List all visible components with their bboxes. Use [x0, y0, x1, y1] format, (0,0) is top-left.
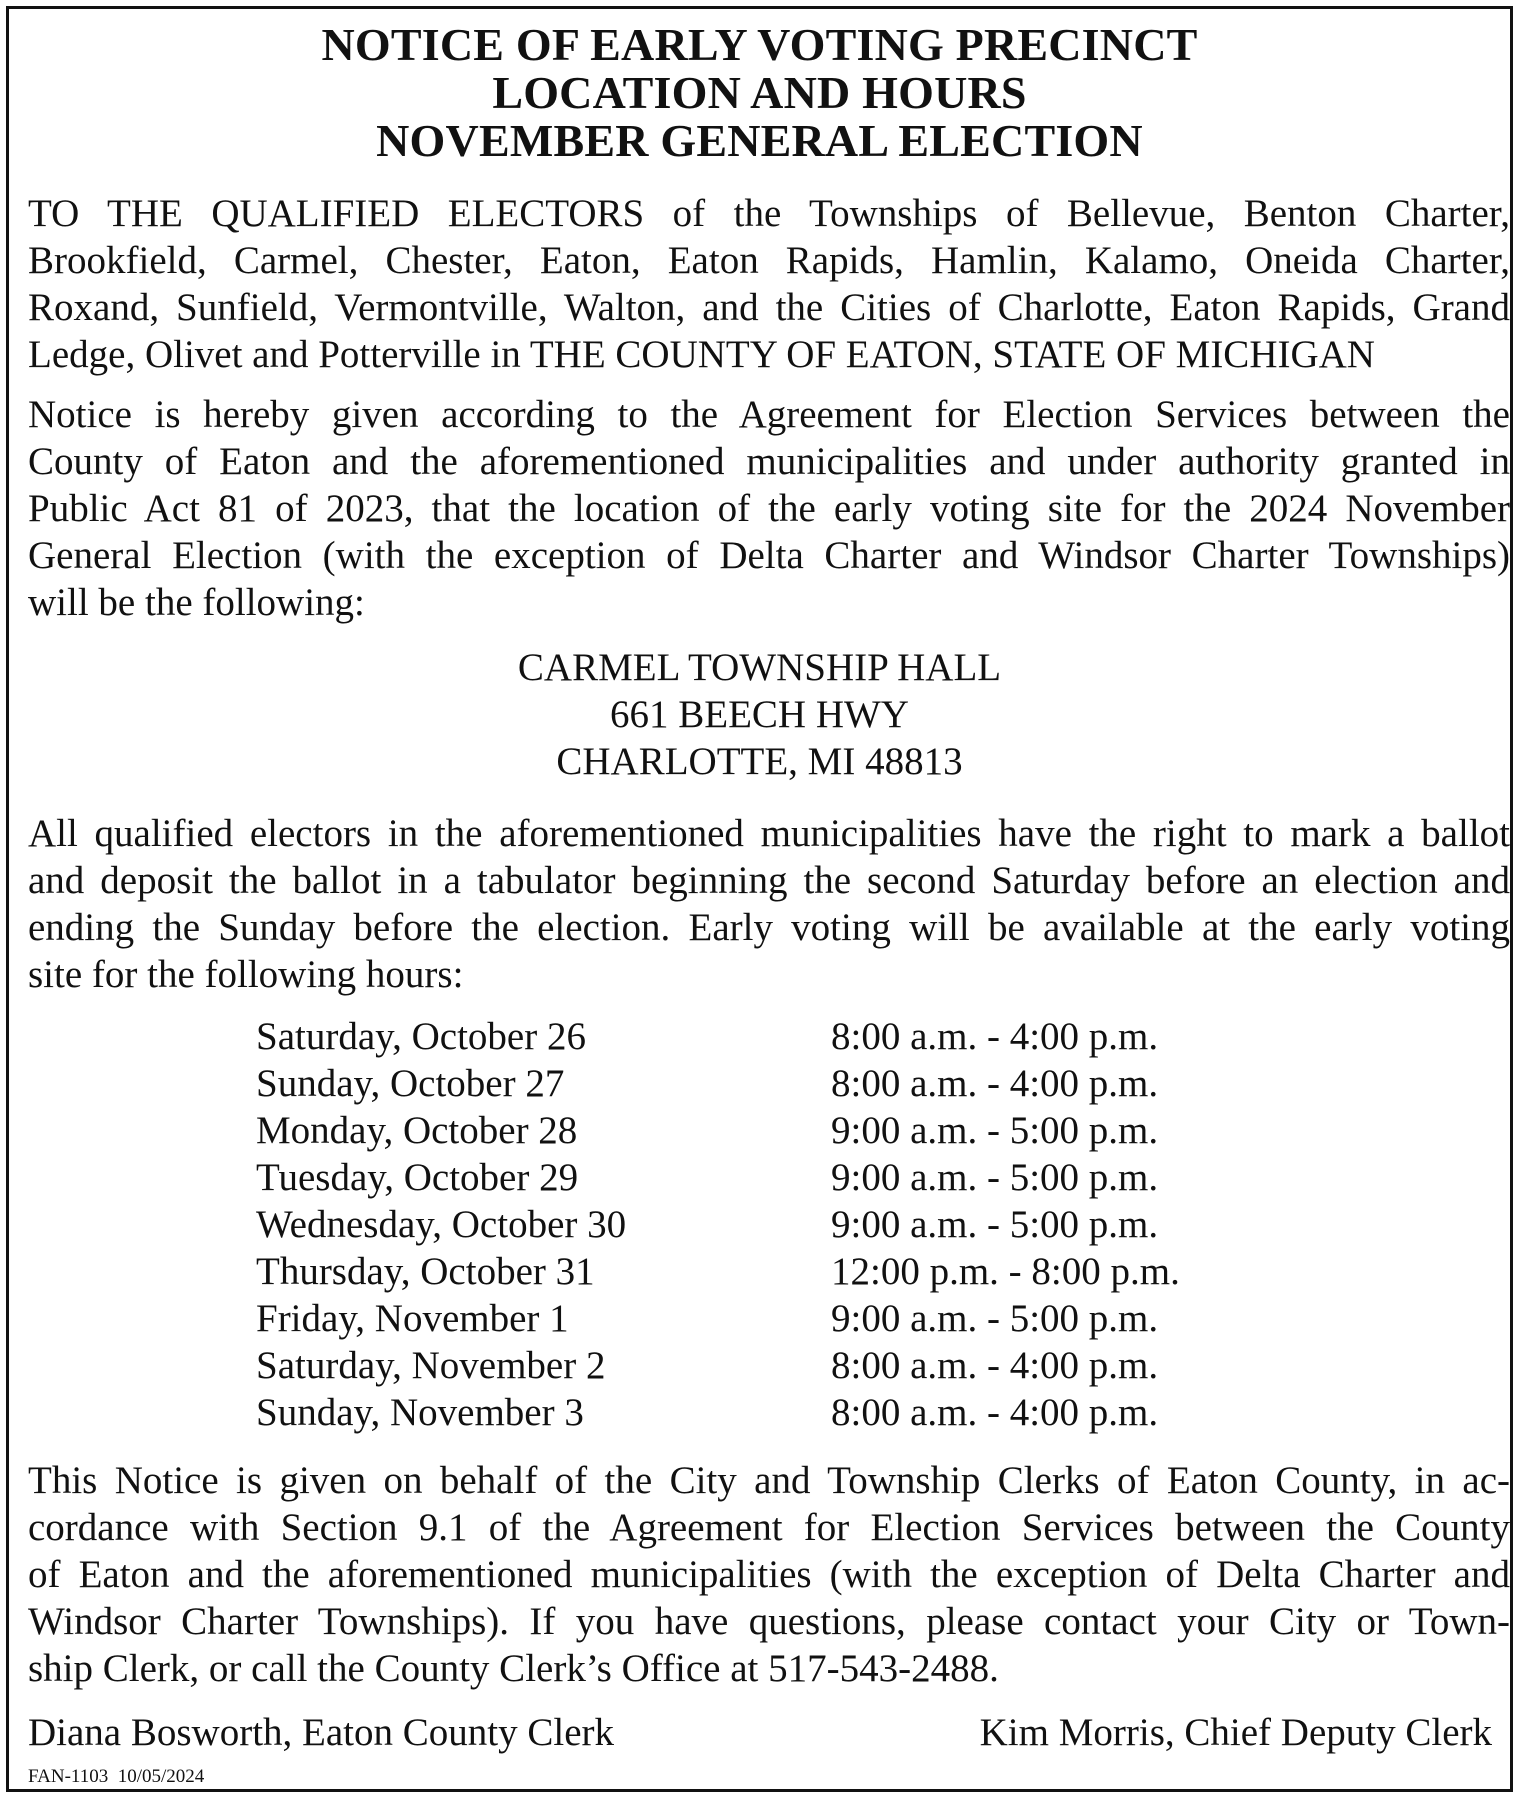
intro-line: Roxand, Sunfield, Vermontville, Walton, and the Cities of Charlotte, Eaton Rapids, Grand — [28, 286, 1510, 329]
schedule-day: Thursday, October 31 — [256, 1250, 595, 1293]
rights-line: ending the Sunday before the election. Early voting will be available at the early voting — [28, 906, 1510, 949]
signature-deputy-clerk: Kim Morris, Chief Deputy Clerk — [979, 1711, 1492, 1754]
schedule-hours: 9:00 a.m. - 5:00 p.m. — [831, 1297, 1159, 1340]
schedule-day: Saturday, October 26 — [256, 1015, 586, 1058]
closing-line: Windsor Charter Townships). If you have questions, please contact your City or Town- — [28, 1600, 1510, 1643]
rights-paragraph — [28, 810, 1510, 998]
notice-line: General Election (with the exception of Delta Charter and Windsor Charter Townships) — [28, 534, 1510, 577]
location-name: CARMEL TOWNSHIP HALL — [517, 646, 1002, 689]
closing-paragraph — [28, 1457, 1510, 1692]
schedule-hours: 12:00 p.m. - 8:00 p.m. — [831, 1250, 1180, 1293]
schedule-hours: 9:00 a.m. - 5:00 p.m. — [831, 1109, 1159, 1152]
schedule-day: Friday, November 1 — [256, 1297, 569, 1340]
notice-paragraph — [28, 391, 1510, 626]
schedule-hours: 8:00 a.m. - 4:00 p.m. — [831, 1391, 1159, 1434]
publication-code: FAN-1103 10/05/2024 — [28, 1766, 205, 1787]
schedule-hours: 9:00 a.m. - 5:00 p.m. — [831, 1203, 1159, 1246]
public-notice — [6, 6, 1513, 1792]
closing-line: cordance with Section 9.1 of the Agreement for Election Services between the County — [28, 1506, 1510, 1549]
location-city: CHARLOTTE, MI 48813 — [556, 740, 963, 783]
schedule-day: Wednesday, October 30 — [256, 1203, 627, 1246]
closing-line: ship Clerk, or call the County Clerk’s Office at 517-543-2488. — [28, 1647, 999, 1690]
intro-line: Brookfield, Carmel, Chester, Eaton, Eaton Rapids, Hamlin, Kalamo, Oneida Charter, — [28, 239, 1510, 282]
location-street: 661 BEECH HWY — [610, 693, 909, 736]
schedule-day: Tuesday, October 29 — [256, 1156, 579, 1199]
notice-title-line-3: NOVEMBER GENERAL ELECTION — [376, 115, 1143, 166]
intro-line: TO THE QUALIFIED ELECTORS of the Townships of Bellevue, Benton Charter, — [28, 192, 1510, 235]
schedule-hours: 8:00 a.m. - 4:00 p.m. — [831, 1015, 1159, 1058]
intro-line: Ledge, Olivet and Potterville in THE COUNTY OF EATON, STATE OF MICHIGAN — [28, 333, 1375, 376]
notice-line: Public Act 81 of 2023, that the location of the early voting site for the 2024 November — [28, 487, 1510, 530]
notice-line: Notice is hereby given according to the Agreement for Election Services between the — [28, 393, 1510, 436]
signature-county-clerk: Diana Bosworth, Eaton County Clerk — [28, 1711, 615, 1754]
rights-line: and deposit the ballot in a tabulator beginning the second Saturday before an election and — [28, 859, 1510, 902]
intro-paragraph — [28, 190, 1510, 378]
closing-line: of Eaton and the aforementioned municipalities (with the exception of Delta Charter and — [28, 1553, 1510, 1596]
schedule-hours: 8:00 a.m. - 4:00 p.m. — [831, 1344, 1159, 1387]
closing-line: This Notice is given on behalf of the City and Township Clerks of Eaton County, in ac- — [28, 1459, 1510, 1502]
schedule-hours: 8:00 a.m. - 4:00 p.m. — [831, 1062, 1159, 1105]
notice-line: will be the following: — [28, 581, 365, 624]
notice-title-line-2: LOCATION AND HOURS — [492, 67, 1027, 118]
notice-line: County of Eaton and the aforementioned municipalities and under authority granted in — [28, 440, 1510, 483]
schedule-day: Sunday, November 3 — [256, 1391, 584, 1434]
rights-line: site for the following hours: — [28, 953, 464, 996]
schedule-day: Sunday, October 27 — [256, 1062, 565, 1105]
schedule-hours: 9:00 a.m. - 5:00 p.m. — [831, 1156, 1159, 1199]
notice-title-line-1: NOTICE OF EARLY VOTING PRECINCT — [321, 19, 1198, 70]
schedule-day: Monday, October 28 — [256, 1109, 578, 1152]
schedule-day: Saturday, November 2 — [256, 1344, 606, 1387]
rights-line: All qualified electors in the aforementioned municipalities have the right to mark a ballot — [28, 812, 1510, 855]
